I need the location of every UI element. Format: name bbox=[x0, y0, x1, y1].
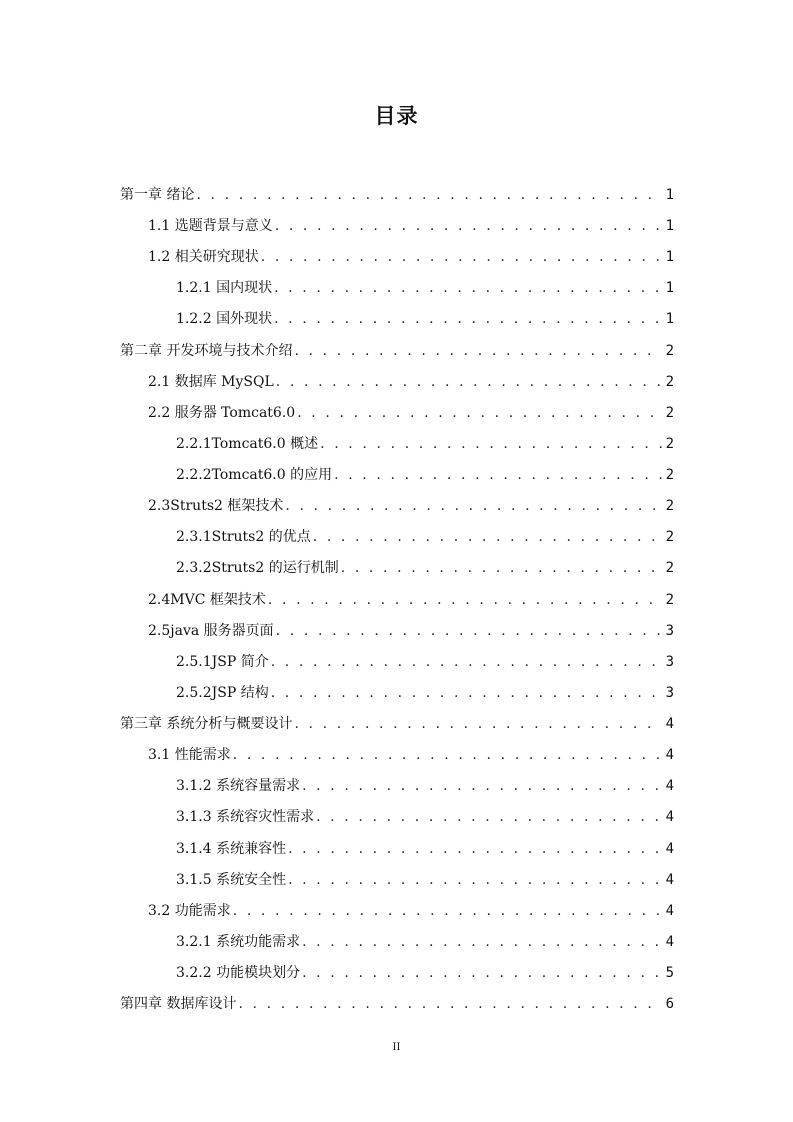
toc-dot-leader bbox=[271, 647, 662, 678]
toc-dot-leader bbox=[302, 927, 661, 958]
toc-entry-title: 3.1.3 系统容灾性需求 bbox=[176, 809, 315, 825]
toc-dot-leader bbox=[238, 989, 661, 1020]
toc-entry[interactable] bbox=[176, 304, 674, 335]
toc-entry[interactable] bbox=[176, 771, 674, 802]
toc-entry-title: 2.5.2JSP 结构 bbox=[176, 685, 269, 701]
toc-entry-title: 3.1.2 系统容量需求 bbox=[176, 778, 301, 794]
toc-entry-page-number: 4 bbox=[665, 841, 674, 857]
toc-entry[interactable] bbox=[120, 336, 674, 367]
toc-dot-leader bbox=[334, 460, 661, 491]
toc-entry-page-number: 1 bbox=[665, 218, 674, 234]
toc-entry-title: 第四章 数据库设计 bbox=[120, 996, 237, 1012]
toc-entry-title: 1.2 相关研究现状 bbox=[148, 249, 259, 265]
toc-entry-page-number: 4 bbox=[665, 872, 674, 888]
toc-entry[interactable] bbox=[148, 211, 674, 242]
toc-entry-page-number: 4 bbox=[665, 809, 674, 825]
toc-entry[interactable] bbox=[148, 242, 674, 273]
toc-entry[interactable] bbox=[148, 585, 674, 616]
toc-dot-leader bbox=[288, 865, 661, 896]
toc-entry-title: 2.3.2Struts2 的运行机制 bbox=[176, 560, 339, 576]
toc-dot-leader bbox=[302, 771, 661, 802]
toc-entry[interactable] bbox=[120, 989, 674, 1020]
toc-dot-leader bbox=[320, 429, 661, 460]
toc-dot-leader bbox=[268, 585, 662, 616]
toc-entry[interactable] bbox=[148, 398, 674, 429]
toc-entry-title: 2.2.1Tomcat6.0 概述 bbox=[176, 436, 319, 452]
toc-dot-leader bbox=[275, 211, 662, 242]
toc-dot-leader bbox=[297, 398, 661, 429]
toc-entry-page-number: 3 bbox=[665, 654, 674, 670]
toc-entry-page-number: 2 bbox=[665, 343, 674, 359]
toc-entry-title: 2.5java 服务器页面 bbox=[148, 623, 274, 639]
toc-entry-title: 3.2 功能需求 bbox=[148, 903, 231, 919]
toc-entry-title: 第二章 开发环境与技术介绍 bbox=[120, 343, 293, 359]
toc-entry-title: 2.4MVC 框架技术 bbox=[148, 592, 266, 608]
toc-entry-page-number: 2 bbox=[665, 467, 674, 483]
toc-dot-leader bbox=[294, 336, 661, 367]
toc-entry-page-number: 2 bbox=[665, 560, 674, 576]
toc-entry-title: 3.1 性能需求 bbox=[148, 747, 231, 763]
toc-dot-leader bbox=[196, 180, 661, 211]
toc-entry-page-number: 4 bbox=[665, 747, 674, 763]
page-title: 目录 bbox=[374, 104, 419, 128]
toc-entry[interactable] bbox=[176, 273, 674, 304]
toc-entry-title: 3.1.5 系统安全性 bbox=[176, 872, 287, 888]
toc-entry-page-number: 5 bbox=[665, 965, 674, 981]
footer-page-number: II bbox=[392, 1042, 401, 1053]
toc-entry-page-number: 2 bbox=[665, 436, 674, 452]
toc-entry-title: 1.1 选题背景与意义 bbox=[148, 218, 273, 234]
toc-entry-page-number: 4 bbox=[665, 934, 674, 950]
toc-entry-page-number: 1 bbox=[665, 249, 674, 265]
toc-entry[interactable] bbox=[176, 429, 674, 460]
toc-entry-title: 3.2.1 系统功能需求 bbox=[176, 934, 301, 950]
toc-entry[interactable] bbox=[120, 180, 674, 211]
toc-dot-leader bbox=[285, 491, 661, 522]
toc-entry-title: 3.2.2 功能模块划分 bbox=[176, 965, 301, 981]
toc-entry[interactable] bbox=[176, 647, 674, 678]
toc-entry-page-number: 3 bbox=[665, 623, 674, 639]
toc-entry-page-number: 4 bbox=[665, 716, 674, 732]
toc-entry-title: 2.1 数据库 MySQL bbox=[148, 374, 274, 390]
toc-entry-title: 1.2.1 国内现状 bbox=[176, 280, 273, 296]
toc-dot-leader bbox=[271, 678, 662, 709]
toc-entry-title: 1.2.2 国外现状 bbox=[176, 311, 273, 327]
toc-dot-leader bbox=[294, 709, 661, 740]
toc-entry[interactable] bbox=[176, 958, 674, 989]
toc-entry[interactable] bbox=[176, 522, 674, 553]
toc-entry[interactable] bbox=[148, 896, 674, 927]
toc-entry[interactable] bbox=[148, 616, 674, 647]
toc-entry-title: 第三章 系统分析与概要设计 bbox=[120, 716, 293, 732]
toc-dot-leader bbox=[341, 553, 662, 584]
toc-entry[interactable] bbox=[176, 802, 674, 833]
toc-entry-page-number: 4 bbox=[665, 778, 674, 794]
toc-dot-leader bbox=[288, 834, 661, 865]
toc-entry-page-number: 2 bbox=[665, 498, 674, 514]
toc-entry-page-number: 1 bbox=[665, 280, 674, 296]
toc-entry-page-number: 1 bbox=[665, 187, 674, 203]
toc-dot-leader bbox=[233, 740, 662, 771]
toc-entry-page-number: 2 bbox=[665, 529, 674, 545]
toc-dot-leader bbox=[276, 616, 662, 647]
toc-dot-leader bbox=[316, 802, 661, 833]
toc-entry-title: 2.5.1JSP 简介 bbox=[176, 654, 269, 670]
toc-dot-leader bbox=[274, 273, 661, 304]
toc-dot-leader bbox=[261, 242, 662, 273]
toc-entry-title: 2.3Struts2 框架技术 bbox=[148, 498, 284, 514]
toc-entry[interactable] bbox=[176, 553, 674, 584]
toc-entry[interactable] bbox=[176, 865, 674, 896]
toc-entry[interactable] bbox=[176, 678, 674, 709]
toc-entry-page-number: 3 bbox=[665, 685, 674, 701]
toc-entry-title: 2.3.1Struts2 的优点 bbox=[176, 529, 311, 545]
toc-entry-title: 3.1.4 系统兼容性 bbox=[176, 841, 287, 857]
toc-entry-page-number: 4 bbox=[665, 903, 674, 919]
toc-entry-page-number: 6 bbox=[665, 996, 674, 1012]
toc-entry-title: 2.2 服务器 Tomcat6.0 bbox=[148, 405, 296, 421]
toc-entry-title: 2.2.2Tomcat6.0 的应用 bbox=[176, 467, 333, 483]
toc-entry-title: 第一章 绪论 bbox=[120, 187, 195, 203]
toc-entry[interactable] bbox=[148, 367, 674, 398]
toc-entry-page-number: 1 bbox=[665, 311, 674, 327]
toc-entry[interactable] bbox=[176, 834, 674, 865]
toc-dot-leader bbox=[276, 367, 662, 398]
toc-dot-leader bbox=[302, 958, 661, 989]
toc-entry[interactable] bbox=[176, 927, 674, 958]
toc-entry-page-number: 2 bbox=[665, 405, 674, 421]
toc-entry[interactable] bbox=[120, 709, 674, 740]
toc-dot-leader bbox=[233, 896, 662, 927]
toc-entry-page-number: 2 bbox=[665, 374, 674, 390]
toc-entry[interactable] bbox=[176, 460, 674, 491]
toc-dot-leader bbox=[313, 522, 662, 553]
toc-entry[interactable] bbox=[148, 491, 674, 522]
toc-entry[interactable] bbox=[148, 740, 674, 771]
toc-entry-page-number: 2 bbox=[665, 592, 674, 608]
toc-dot-leader bbox=[274, 304, 661, 335]
